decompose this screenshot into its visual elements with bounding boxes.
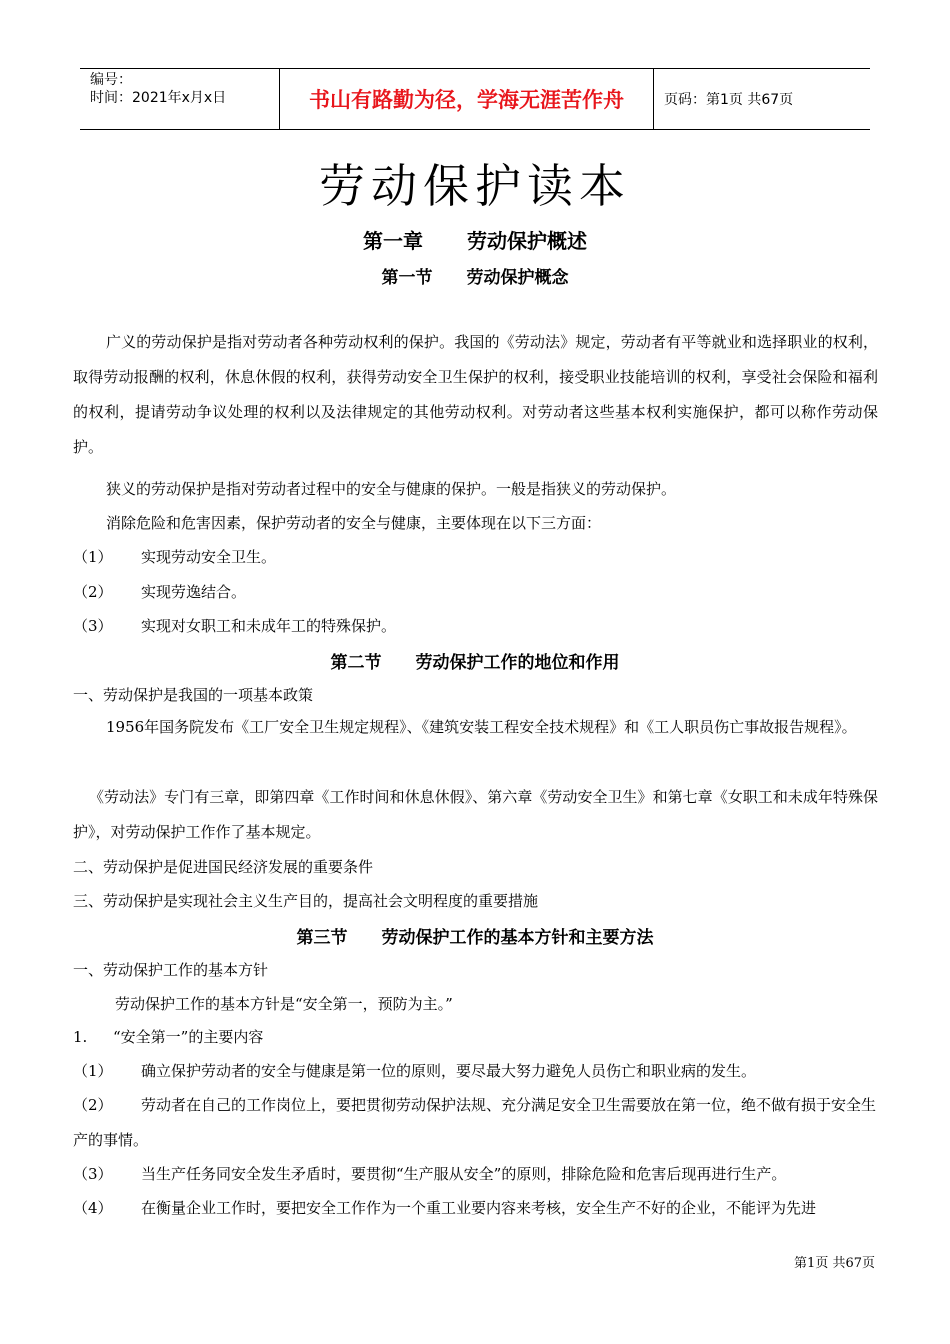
header-page-number: 页码：第1页 共67页 — [664, 92, 794, 108]
list-item — [73, 1088, 878, 1158]
subheading: 二、劳动保护是促进国民经济发展的重要条件 — [73, 858, 374, 876]
section-title: 劳动保护工作的地位和作用 — [415, 653, 620, 673]
section-title: 劳动保护工作的基本方针和主要方法 — [381, 928, 654, 948]
serial-label: 编号： — [90, 72, 132, 88]
document-title: 劳动保护读本 — [319, 159, 631, 213]
paragraph: 劳动保护工作的基本方针是“安全第一，预防为主。” — [115, 995, 453, 1013]
list-number: （2） — [73, 583, 113, 601]
list-number: （3） — [73, 617, 113, 635]
header-motto: 书山有路勤为径，学海无涯苦作舟 — [280, 69, 654, 129]
chapter-heading — [0, 225, 950, 254]
list-item — [73, 609, 878, 644]
list-text: 劳动者在自己的工作岗位上，要把贯彻劳动保护法规、充分满足安全卫生需要放在第一位，绝不做有损于安全生产的事情。 — [73, 1096, 877, 1149]
paragraph: 消除危险和危害因素，保护劳动者的安全与健康，主要体现在以下三方面： — [106, 514, 602, 532]
list-item — [73, 1054, 878, 1089]
list-text: 确立保护劳动者的安全与健康是第一位的原则，要尽最大努力避免人员伤亡和职业病的发生。 — [141, 1062, 757, 1080]
list-number: （3） — [73, 1165, 113, 1183]
header-meta — [80, 69, 280, 129]
list-number: （4） — [73, 1199, 113, 1217]
list-item — [73, 1157, 878, 1192]
list-number: 1. — [73, 1028, 88, 1046]
subheading: 三、劳动保护是实现社会主义生产目的，提高社会文明程度的重要措施 — [73, 892, 539, 910]
section-number: 第二节 — [330, 653, 382, 673]
list-number: （2） — [73, 1096, 113, 1114]
list-item — [73, 540, 878, 575]
numbered-subheading — [73, 1020, 878, 1055]
list-text: “安全第一”的主要内容 — [113, 1028, 264, 1046]
section-number: 第三节 — [296, 928, 348, 948]
list-number: （1） — [73, 1062, 113, 1080]
page-footer: 第1页 共67页 — [794, 1256, 875, 1271]
list-text: 实现劳逸结合。 — [141, 583, 247, 601]
section-heading-1 — [0, 263, 950, 288]
list-text: 实现对女职工和未成年工的特殊保护。 — [141, 617, 397, 635]
section-heading-3 — [0, 923, 950, 948]
list-number: （1） — [73, 548, 113, 566]
subheading: 一、劳动保护工作的基本方针 — [73, 961, 269, 979]
list-text: 实现劳动安全卫生。 — [141, 548, 277, 566]
list-item — [73, 575, 878, 610]
section-heading-2 — [0, 648, 950, 673]
time-label: 时间：2021年x月x日 — [90, 90, 227, 106]
section-number: 第一节 — [381, 268, 433, 288]
chapter-number: 第一章 — [363, 229, 423, 253]
paragraph: 1956年国务院发布《工厂安全卫生规定规程》、《建筑安装工程安全技术规程》和《工人职员伤亡事故报告规程》。 — [106, 718, 857, 736]
header-table — [80, 68, 870, 130]
subheading: 一、劳动保护是我国的一项基本政策 — [73, 686, 314, 704]
list-text: 当生产任务同安全发生矛盾时，要贯彻“生产服从安全”的原则，排除危险和危害后现再进行生产。 — [141, 1165, 787, 1183]
list-item — [73, 1191, 878, 1226]
chapter-title: 劳动保护概述 — [467, 229, 587, 253]
section-title: 劳动保护概念 — [466, 268, 569, 288]
paragraph: 《劳动法》专门有三章，即第四章《工作时间和休息休假》、第六章《劳动安全卫生》和第七章《女职工和未成年特殊保护》，对劳动保护工作作了基本规定。 — [73, 788, 878, 841]
paragraph: 狭义的劳动保护是指对劳动者过程中的安全与健康的保护。一般是指狭义的劳动保护。 — [106, 480, 677, 498]
list-text: 在衡量企业工作时，要把安全工作作为一个重工业要内容来考核，安全生产不好的企业，不能评为先进 — [141, 1199, 817, 1217]
paragraph: 广义的劳动保护是指对劳动者各种劳动权利的保护。我国的《劳动法》规定，劳动者有平等就业和选择职业的权利，取得劳动报酬的权利，休息休假的权利，获得劳动安全卫生保护的权利，接受职业技能培训的权利，享受社会保险和福利的权利，提请劳动争议处理的权利以及法律规定的其他劳动权利。对劳动者这些基本权利实施保护，都可以称作劳动保护。 — [73, 333, 878, 456]
